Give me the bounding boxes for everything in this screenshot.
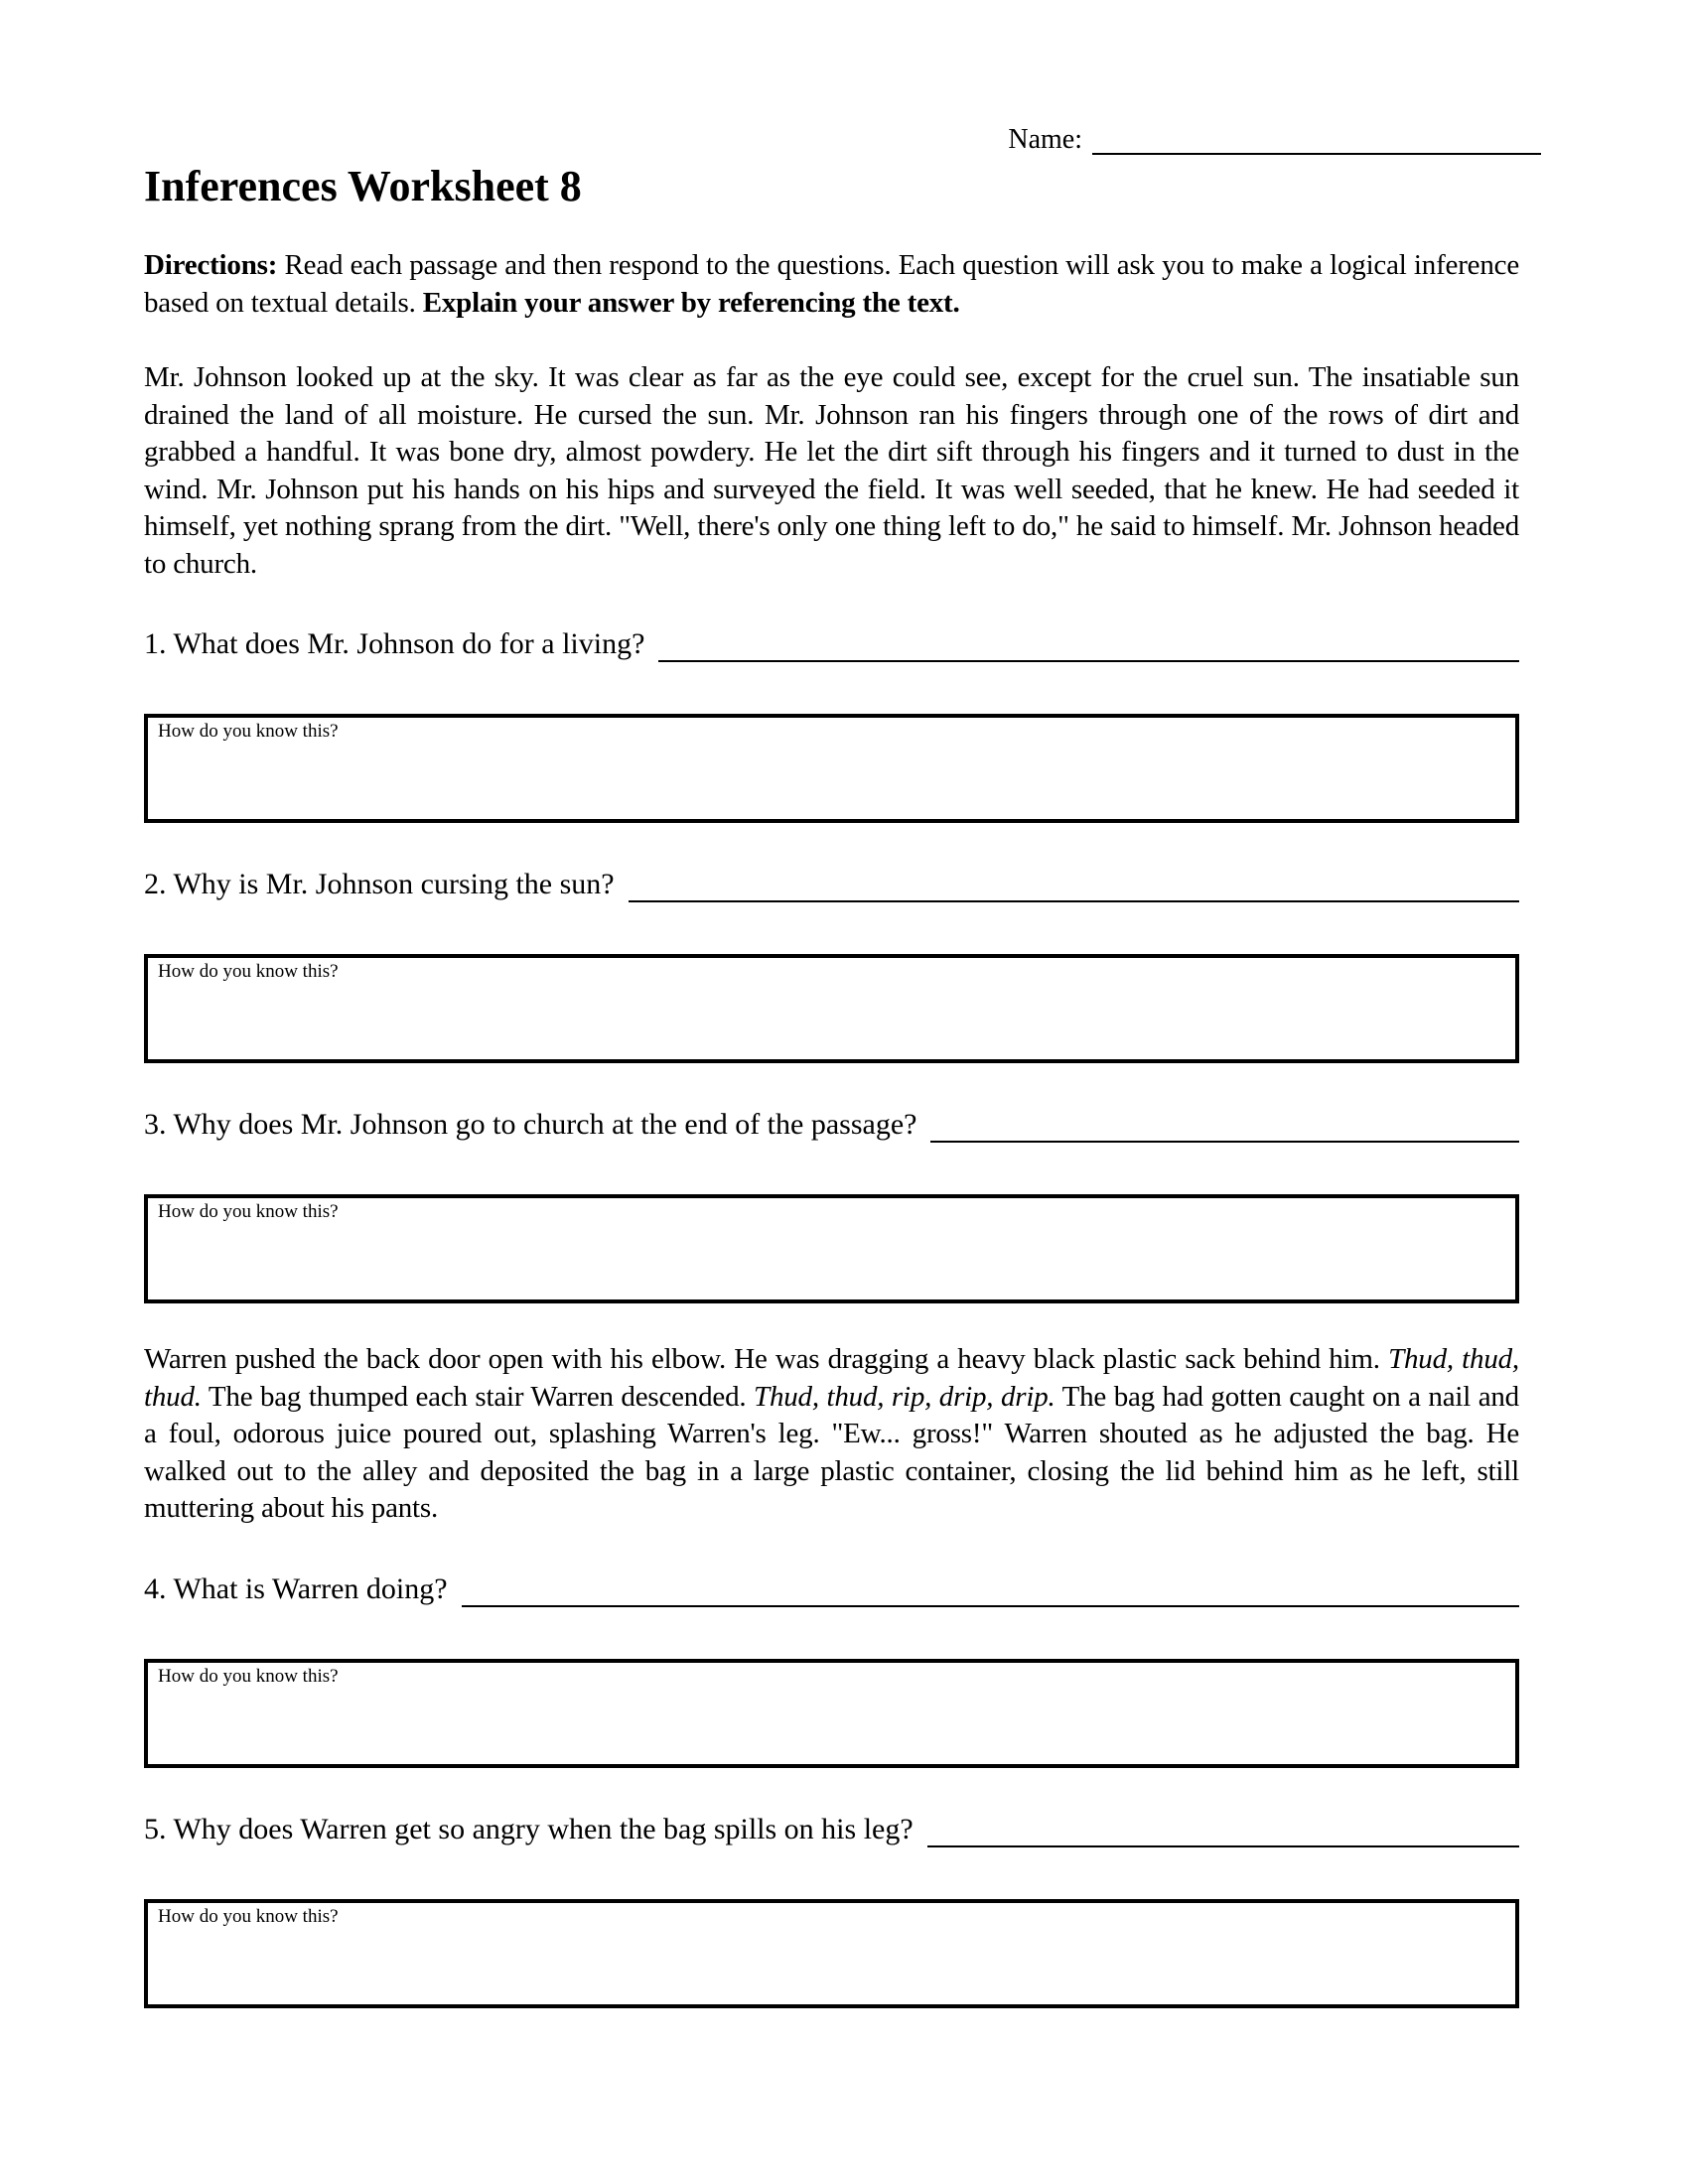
answer-box-label: How do you know this?	[158, 1905, 339, 1927]
passage-2: Warren pushed the back door open with his elbow. He was dragging a heavy black plastic sack behind him. Thud, thud, thud. The bag thumped each stair Warren descended. Thud, thud, rip, drip, drip. The bag had gotten caught on a nail and a foul, odorous juice poured out, splashing Warren's leg. "Ew... gross!" Warren shouted as he adjusted the bag. He walked out to the alley and deposited the bag in a large plastic container, closing the lid behind him as he left, still muttering about his pants.	[144, 1343, 1519, 1525]
directions-text: Read each passage and then respond to the questions. Each question will ask you to make a logical inference based on textual details.	[144, 249, 1519, 320]
question-4-text: 4. What is Warren doing?	[144, 1571, 448, 1605]
question-5-answer-box[interactable]	[144, 1899, 1519, 2008]
name-label: Name:	[1008, 124, 1082, 155]
question-5-answer-line[interactable]	[927, 1814, 1519, 1847]
question-1-answer-line[interactable]	[658, 628, 1519, 662]
question-5	[144, 1812, 1519, 1847]
question-1-answer-box[interactable]	[144, 714, 1519, 823]
name-row	[144, 117, 1541, 155]
question-1-text: 1. What does Mr. Johnson do for a living?	[144, 627, 645, 661]
answer-box-label: How do you know this?	[158, 1665, 339, 1687]
directions-label: Directions:	[144, 249, 278, 282]
question-4-answer-box[interactable]	[144, 1659, 1519, 1768]
question-3-answer-box[interactable]	[144, 1194, 1519, 1303]
question-3	[144, 1107, 1519, 1143]
question-3-text: 3. Why does Mr. Johnson go to church at the end of the passage?	[144, 1108, 917, 1142]
name-blank-line[interactable]	[1092, 125, 1541, 155]
question-4-answer-line[interactable]	[462, 1573, 1519, 1607]
question-2-text: 2. Why is Mr. Johnson cursing the sun?	[144, 868, 615, 901]
page-title: Inferences Worksheet 8	[144, 162, 582, 210]
question-1	[144, 626, 1519, 662]
question-2-answer-box[interactable]	[144, 954, 1519, 1063]
directions	[144, 246, 1519, 322]
question-2	[144, 867, 1519, 902]
answer-box-label: How do you know this?	[158, 1201, 339, 1223]
question-3-answer-line[interactable]	[930, 1109, 1519, 1143]
directions-bold-text: Explain your answer by referencing the text.	[422, 287, 960, 320]
passage-1: Mr. Johnson looked up at the sky. It was clear as far as the eye could see, except for the cruel sun. The insatiable sun drained the land of all moisture. He cursed the sun. Mr. Johnson ran his fingers through one of the rows of dirt and grabbed a handful. It was bone dry, almost powdery. He let the dirt sift through his fingers and it turned to dust in the wind. Mr. Johnson put his hands on his hips and surveyed the field. It was well seeded, that he knew. He had seeded it himself, yet nothing sprang from the dirt. "Well, there's only one thing left to do," he said to himself. Mr. Johnson headed to church.	[144, 361, 1519, 580]
question-4	[144, 1571, 1519, 1607]
question-5-text: 5. Why does Warren get so angry when the bag spills on his leg?	[144, 1812, 914, 1845]
question-2-answer-line[interactable]	[629, 869, 1519, 902]
answer-box-label: How do you know this?	[158, 961, 339, 983]
answer-box-label: How do you know this?	[158, 721, 339, 743]
